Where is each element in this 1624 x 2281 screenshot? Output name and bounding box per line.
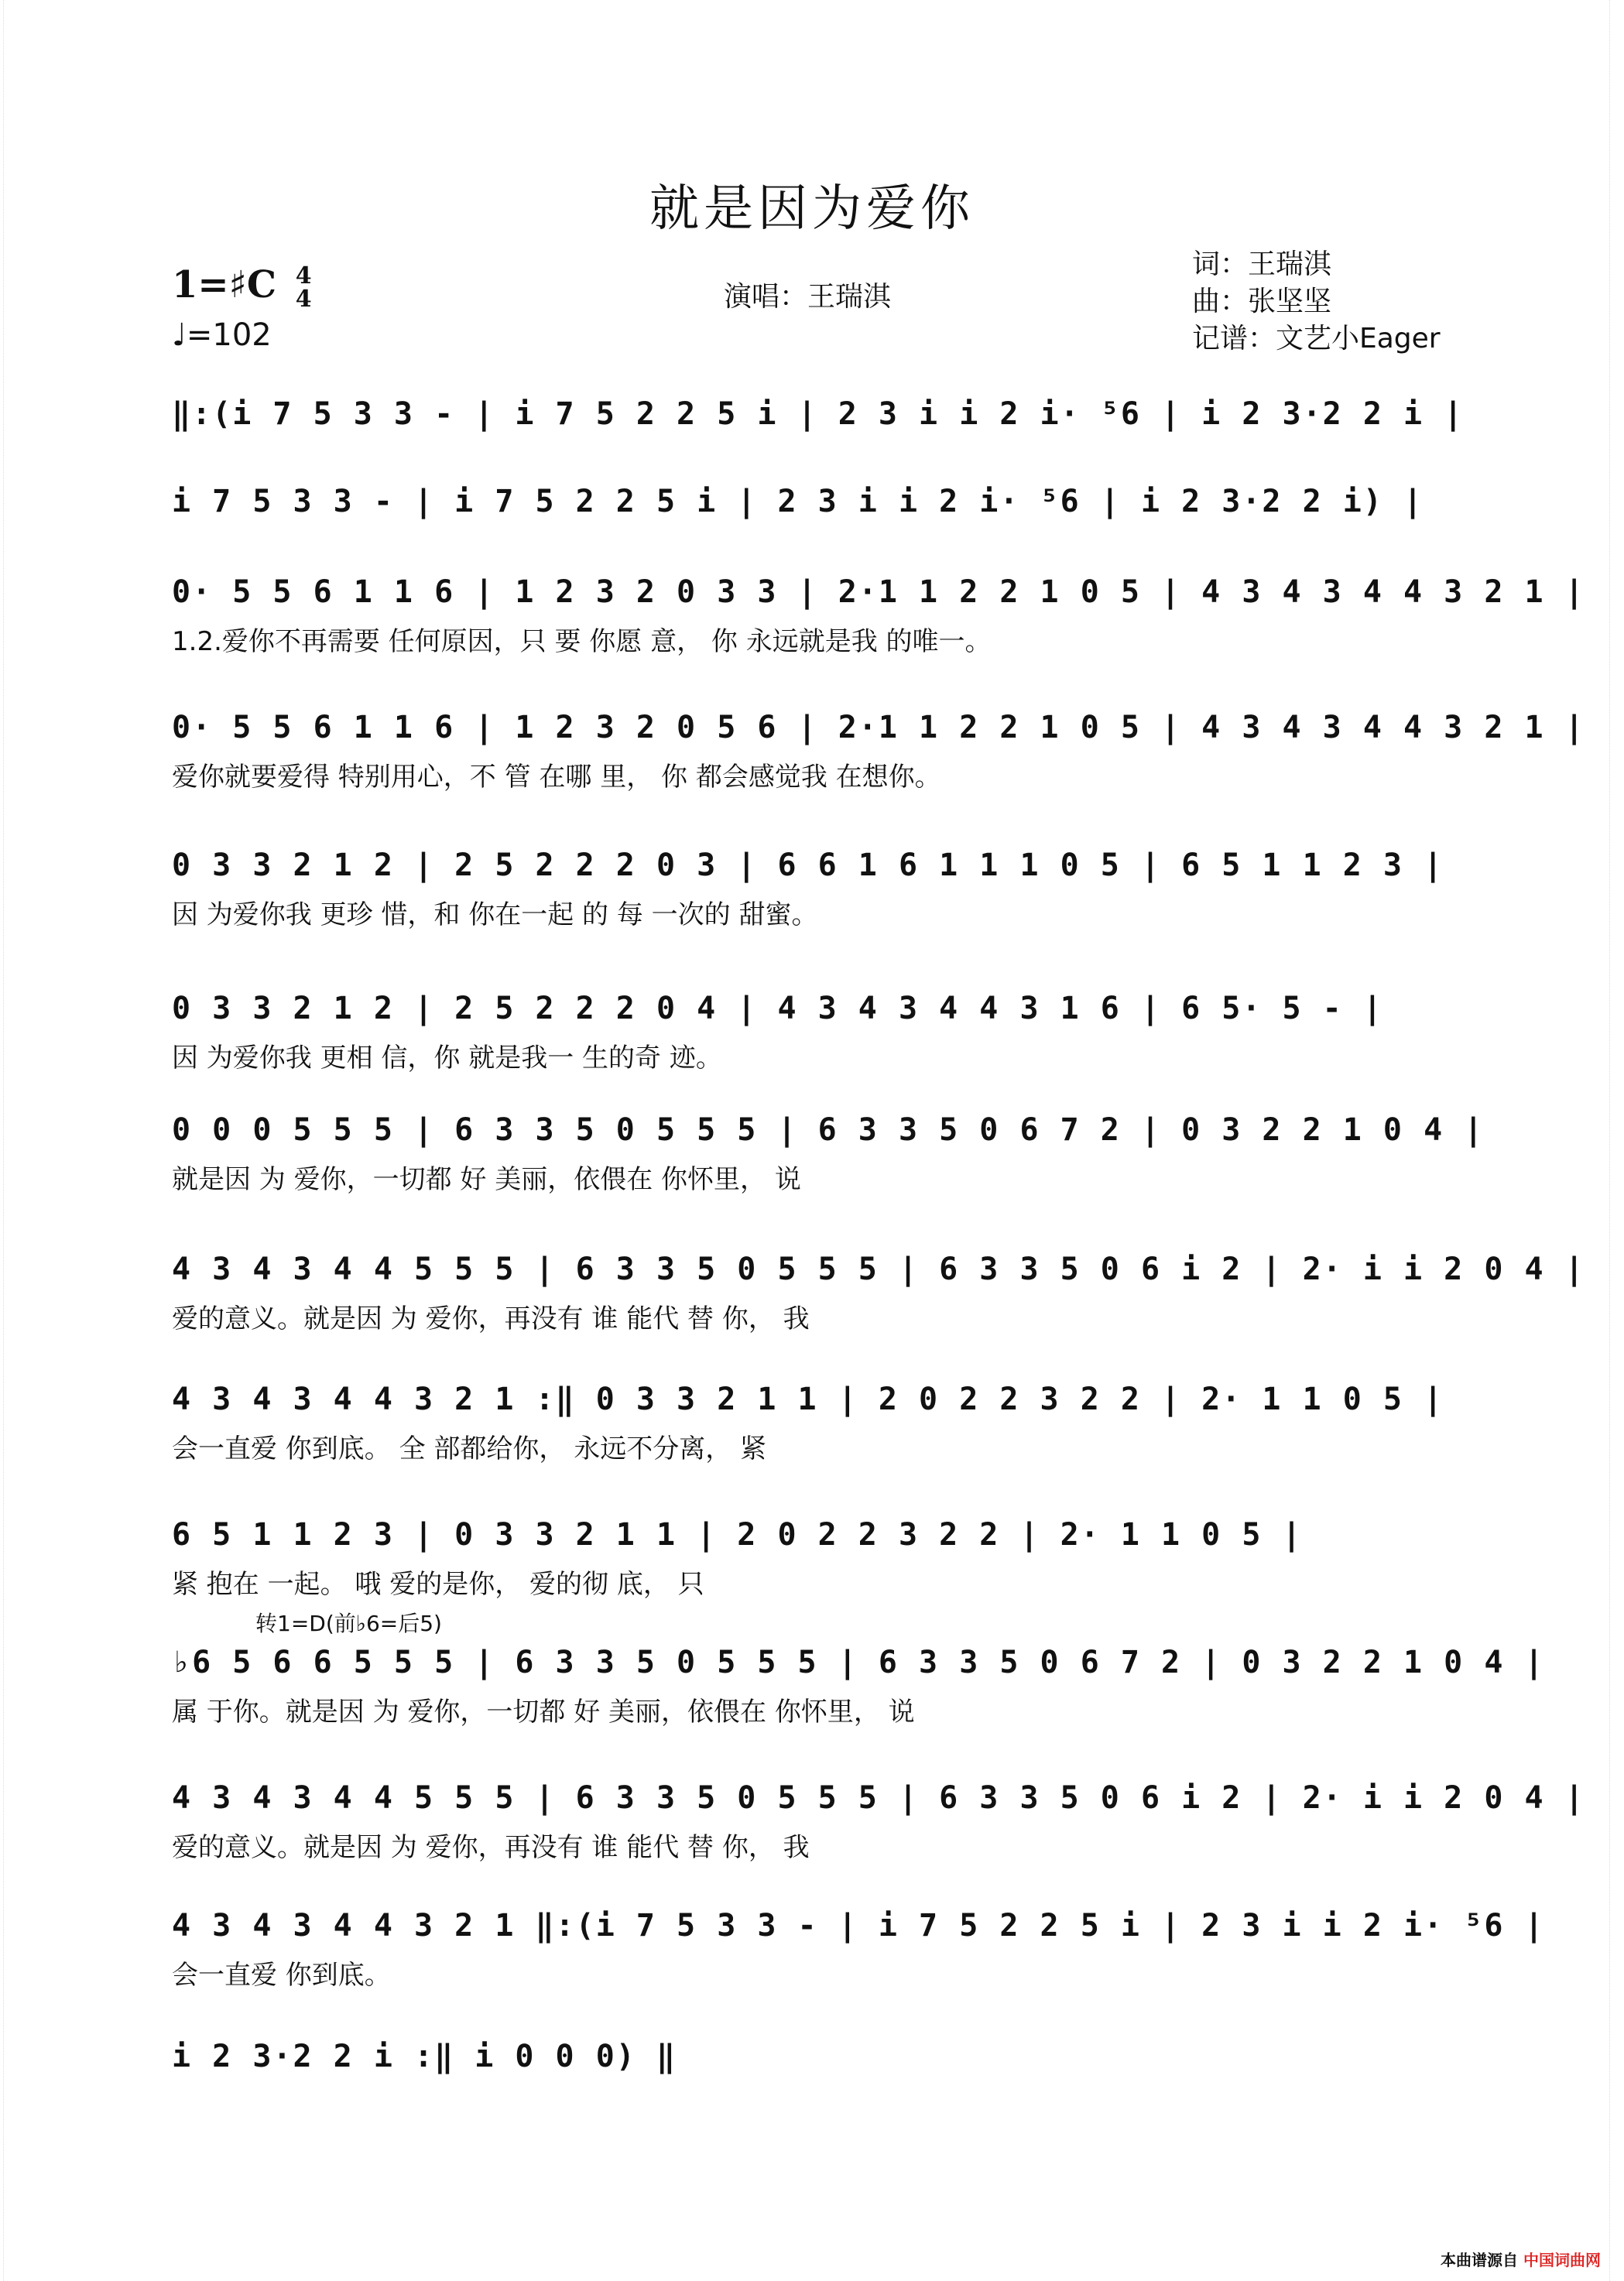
lyric-line: 因 为爱你我 更珍 惜，和 你在一起 的 每 一次的 甜蜜。: [172, 899, 818, 930]
notation-line: 4 3 4 3 4 4 5 5 5 | 6 3 3 5 0 5 5 5 | 6 3 3 5 0 6 i 2 | 2· i i 2 0 4 |: [172, 1252, 1585, 1287]
notation-line: 0· 5 5 6 1 1 6 | 1 2 3 2 0 5 6 | 2·1 1 2 2 1 0 5 | 4 3 4 3 4 4 3 2 1 |: [172, 710, 1585, 745]
notation-line: i 2 3·2 2 i :‖ i 0 0 0) ‖: [172, 2039, 677, 2074]
singer-credit: 演唱：王瑞淇: [724, 281, 892, 313]
lyric-line: 爱的意义。就是因 为 爱你，再没有 谁 能代 替 你， 我: [172, 1832, 810, 1863]
lyric-line: 1.2.爱你不再需要 任何原因，只 要 你愿 意， 你 永远就是我 的唯一。: [172, 626, 992, 657]
time-signature: [295, 262, 312, 313]
score-row: [0, 1775, 1624, 1899]
notation-line: 4 3 4 3 4 4 3 2 1 :‖ 0 3 3 2 1 1 | 2 0 2 2 3 2 2 | 2· 1 1 0 5 |: [172, 1382, 1444, 1417]
composer-credit: 曲：张坚坚: [1192, 286, 1332, 317]
score-row: [0, 2033, 1624, 2157]
credits-block: [1192, 246, 1441, 358]
notation-line: ♭6 5 6 6 5 5 5 | 6 3 3 5 0 5 5 5 | 6 3 3 5 0 6 7 2 | 0 3 2 2 1 0 4 |: [172, 1645, 1545, 1680]
footer-source: [1441, 2248, 1601, 2270]
modulation-marking: 转1=D(前♭6=后5): [255, 1611, 442, 1636]
key-signature: [172, 263, 312, 311]
score-row: [0, 1512, 1624, 1635]
notation-line: 0 3 3 2 1 2 | 2 5 2 2 2 0 3 | 6 6 1 6 1 1 1 0 5 | 6 5 1 1 2 3 |: [172, 848, 1444, 883]
score-row: [0, 1903, 1624, 2026]
notation-line: 0· 5 5 6 1 1 6 | 1 2 3 2 0 3 3 | 2·1 1 2 2 1 0 5 | 4 3 4 3 4 4 3 2 1 |: [172, 574, 1585, 610]
time-signature-top: 4: [295, 262, 312, 289]
transcriber-credit: 记谱：文艺小Eager: [1192, 323, 1441, 354]
notation-line: 6 5 1 1 2 3 | 0 3 3 2 1 1 | 2 0 2 2 3 2 2 | 2· 1 1 0 5 |: [172, 1517, 1303, 1553]
lyric-line: 属 于你。就是因 为 爱你，一切都 好 美丽，依偎在 你怀里， 说: [172, 1697, 915, 1728]
notation-line: ‖:(i 7 5 3 3 - | i 7 5 2 2 5 i | 2 3 i i 2 i· ⁵6 | i 2 3·2 2 i |: [172, 396, 1465, 432]
score-row: [0, 842, 1624, 966]
key-text: 1=♯C: [172, 263, 277, 307]
lyric-line: 紧 抱在 一起。 哦 爱的是你， 爱的彻 底， 只: [172, 1569, 704, 1600]
footer-site-link[interactable]: 中国词曲网: [1523, 2251, 1601, 2269]
notation-line: 4 3 4 3 4 4 3 2 1 ‖:(i 7 5 3 3 - | i 7 5 2 2 5 i | 2 3 i i 2 i· ⁵6 |: [172, 1908, 1545, 1944]
score-row: [0, 704, 1624, 828]
lyric-line: 就是因 为 爱你，一切都 好 美丽，依偎在 你怀里， 说: [172, 1164, 801, 1195]
lyric-line: 爱的意义。就是因 为 爱你，再没有 谁 能代 替 你， 我: [172, 1303, 810, 1334]
score-row: [0, 1376, 1624, 1500]
lyric-line: 爱你就要爱得 特别用心，不 管 在哪 里， 你 都会感觉我 在想你。: [172, 762, 941, 793]
score-row: [0, 1107, 1624, 1231]
footer-source-text: 本曲谱源自: [1441, 2251, 1519, 2269]
tempo-marking: ♩=102: [172, 317, 272, 353]
score-row: [0, 985, 1624, 1109]
notation-line: 0 0 0 5 5 5 | 6 3 3 5 0 5 5 5 | 6 3 3 5 0 6 7 2 | 0 3 2 2 1 0 4 |: [172, 1112, 1485, 1148]
notation-line: 4 3 4 3 4 4 5 5 5 | 6 3 3 5 0 5 5 5 | 6 3 3 5 0 6 i 2 | 2· i i 2 0 4 |: [172, 1780, 1585, 1816]
lyric-line: 会一直爱 你到底。: [172, 1960, 391, 1991]
score-row: [0, 569, 1624, 693]
lyric-line: 因 为爱你我 更相 信，你 就是我一 生的奇 迹。: [172, 1043, 722, 1074]
time-signature-bottom: 4: [295, 285, 312, 313]
notation-line: i 7 5 3 3 - | i 7 5 2 2 5 i | 2 3 i i 2 i· ⁵6 | i 2 3·2 2 i) |: [172, 484, 1424, 519]
score-row: [0, 1639, 1624, 1763]
song-title: 就是因为爱你: [649, 180, 975, 238]
score-row: [0, 1246, 1624, 1370]
lyricist-credit: 词：王瑞淇: [1192, 248, 1332, 280]
lyric-line: 会一直爱 你到底。 全 部都给你， 永远不分离， 紧: [172, 1433, 767, 1464]
notation-line: 0 3 3 2 1 2 | 2 5 2 2 2 0 4 | 4 3 4 3 4 4 3 1 6 | 6 5· 5 - |: [172, 991, 1383, 1026]
